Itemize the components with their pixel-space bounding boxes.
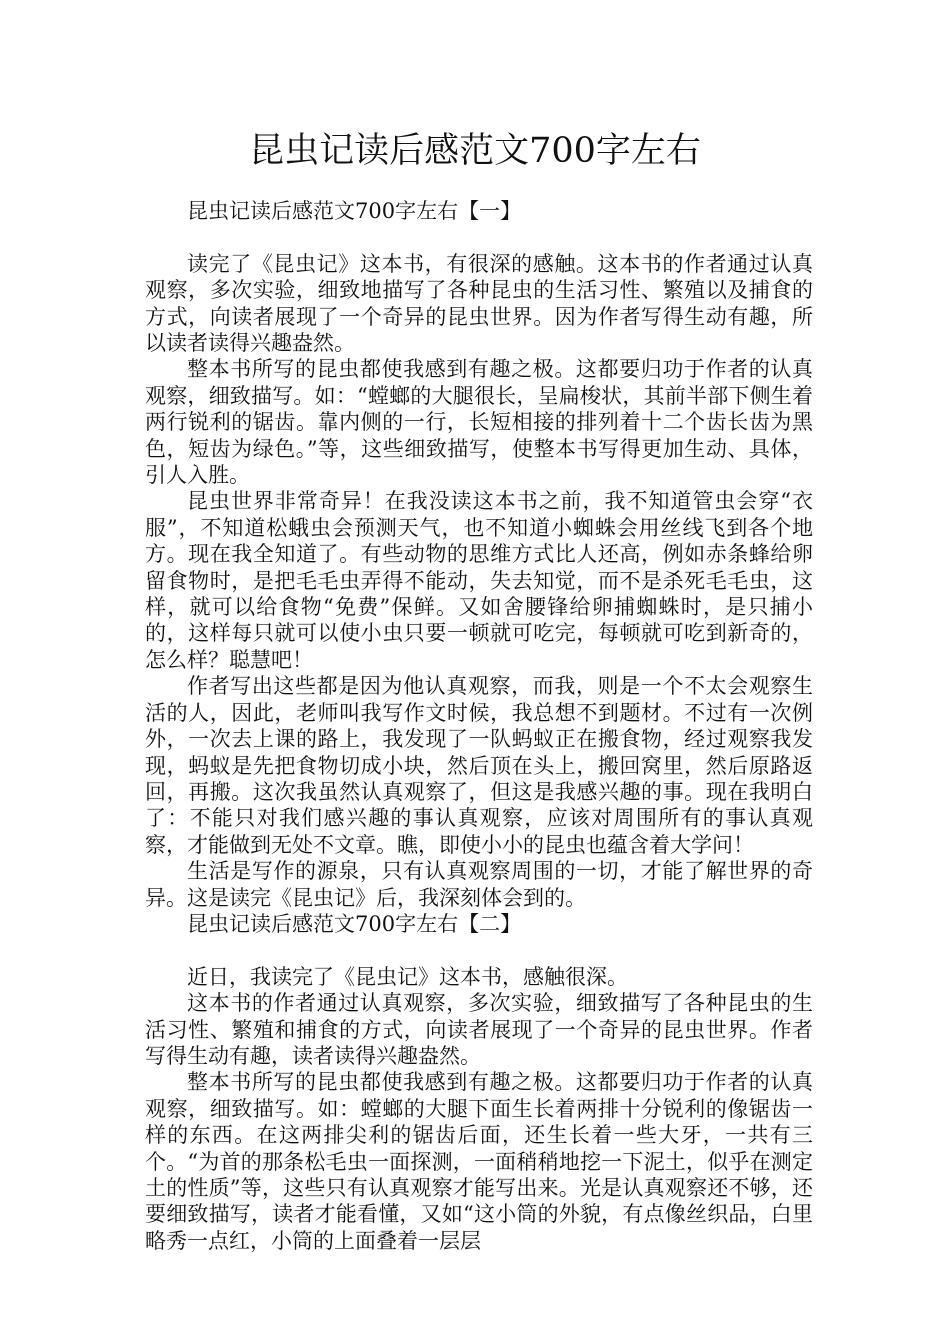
paragraph: 昆虫世界非常奇异！在我没读这本书之前，我不知道管虫会穿“衣服”，不知道松蛾虫会预测天气，也不知道小蜘蛛会用丝线飞到各个地方。现在我全知道了。有些动物的思维方式比人还高，例如赤条蜂给卵留食物时，是把毛毛虫弄得不能动，失去知觉，而不是杀死毛毛虫，这样，就可以给食物“免费”保鲜。又如舍腰锋给卵捕蜘蛛时，是只捕小的，这样每只就可以使小虫只要一顿就可吃完，每顿就可吃到新奇的，怎么样？聪慧吧！ <box>145 489 813 672</box>
section-spacer <box>145 937 813 963</box>
section-spacer <box>145 224 813 250</box>
paragraph: 整本书所写的昆虫都使我感到有趣之极。这都要归功于作者的认真观察，细致描写。如：螳螂的大腿下面生长着两排十分锐利的像锯齿一样的东西。在这两排尖利的锯齿后面，还生长着一些大牙，一共有三个。“为首的那条松毛虫一面探测，一面稍稍地挖一下泥土，似乎在测定土的性质”等，这些只有认真观察才能写出来。光是认真观察还不够，还要细致描写，读者才能看懂，又如“这小筒的外貌，有点像丝织品，白里略秀一点红，小筒的上面叠着一层层 <box>145 1070 813 1253</box>
paragraph: 整本书所写的昆虫都使我感到有趣之极。这都要归功于作者的认真观察，细致描写。如：“螳螂的大腿很长，呈扁梭状，其前半部下侧生着两行锐利的锯齿。靠内侧的一行，长短相接的排列着十二个齿长齿为黑色，短齿为绿色。”等，这些细致描写，使整本书写得更加生动、具体，引人入胜。 <box>145 357 813 488</box>
document-body <box>145 198 813 1254</box>
section-heading-1: 昆虫记读后感范文700字左右【一】 <box>187 199 522 223</box>
paragraph: 这本书的作者通过认真观察，多次实验，细致描写了各种昆虫的生活习性、繁殖和捕食的方式，向读者展现了一个奇异的昆虫世界。作者写得生动有趣，读者读得兴趣盎然。 <box>145 991 813 1068</box>
document-title: 昆虫记读后感范文700字左右 <box>249 131 701 171</box>
paragraph: 生活是写作的源泉，只有认真观察周围的一切，才能了解世界的奇异。这是读完《昆虫记》后，我深刻体会到的。 <box>145 859 813 910</box>
section-heading-2: 昆虫记读后感范文700字左右【二】 <box>187 911 522 936</box>
paragraph: 读完了《昆虫记》这本书，有很深的感触。这本书的作者通过认真观察，多次实验，细致地描写了各种昆虫的生活习性、繁殖以及捕食的方式，向读者展现了一个奇异的昆虫世界。因为作者写得生动有趣，所以读者读得兴趣盎然。 <box>145 251 813 356</box>
paragraph: 近日，我读完了《昆虫记》这本书，感触很深。 <box>187 964 628 989</box>
paragraph: 作者写出这些都是因为他认真观察，而我，则是一个不太会观察生活的人，因此，老师叫我写作文时候，我总想不到题材。不过有一次例外，一次去上课的路上，我发现了一队蚂蚁正在搬食物，经过观察我发现，蚂蚁是先把食物切成小块，然后顶在头上，搬回窝里，然后原路返回，再搬。这次我虽然认真观察了，但这是我感兴趣的事。现在我明白了：不能只对我们感兴趣的事认真观察，应该对周围所有的事认真观察，才能做到无处不文章。瞧，即使小小的昆虫也蕴含着大学问！ <box>145 674 813 857</box>
